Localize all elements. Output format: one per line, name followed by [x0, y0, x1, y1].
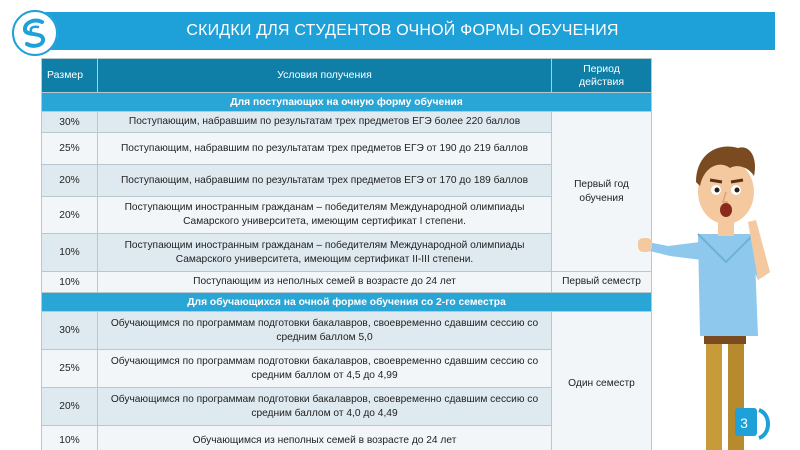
column-header-period: Период действия [552, 59, 652, 93]
samara-university-logo-icon [12, 10, 58, 56]
discount-condition: Поступающим, набравшим по результатам трех предметов ЕГЭ от 190 до 219 баллов [98, 133, 552, 165]
header-bar [0, 10, 800, 56]
discount-size: 20% [42, 388, 98, 426]
discount-size: 10% [42, 234, 98, 272]
column-header-conditions: Условия получения [98, 59, 552, 93]
section-title: Для обучающихся на очной форме обучения со 2-го семестра [42, 293, 652, 312]
discount-size: 30% [42, 112, 98, 133]
discount-condition: Обучающимся по программам подготовки бакалавров, своевременно сдавшим сессию со средним баллом от 4,5 до 4,99 [98, 350, 552, 388]
page-number: 3 [740, 415, 748, 431]
discount-condition: Поступающим иностранным гражданам – победителям Международной олимпиады Самарского университета, имеющим сертификат II-III степени. [98, 234, 552, 272]
discount-size: 20% [42, 165, 98, 197]
discount-period: Один семестр [552, 312, 652, 450]
discount-size: 10% [42, 426, 98, 450]
discount-condition: Поступающим, набравшим по результатам трех предметов ЕГЭ от 170 до 189 баллов [98, 165, 552, 197]
section-title: Для поступающих на очную форму обучения [42, 93, 652, 112]
discount-size: 10% [42, 272, 98, 293]
column-header-size: Размер [42, 59, 98, 93]
discount-size: 20% [42, 197, 98, 234]
page-title: СКИДКИ ДЛЯ СТУДЕНТОВ ОЧНОЙ ФОРМЫ ОБУЧЕНИЯ [186, 22, 619, 39]
discount-size: 25% [42, 350, 98, 388]
discount-condition: Обучающимся по программам подготовки бакалавров, своевременно сдавшим сессию со средним баллом 5,0 [98, 312, 552, 350]
discount-size: 25% [42, 133, 98, 165]
discount-condition: Поступающим, набравшим по результатам трех предметов ЕГЭ более 220 баллов [98, 112, 552, 133]
discount-period: Первый год обучения [552, 112, 652, 272]
discount-condition: Поступающим иностранным гражданам – победителям Международной олимпиады Самарского университета, имеющим сертификат I степени. [98, 197, 552, 234]
discount-period: Первый семестр [552, 272, 652, 293]
discount-condition: Обучающимся из неполных семей в возрасте до 24 лет [98, 426, 552, 450]
discounts-table [41, 58, 652, 450]
discount-condition: Обучающимся по программам подготовки бакалавров, своевременно сдавшим сессию со средним баллом от 4,0 до 4,49 [98, 388, 552, 426]
discount-condition: Поступающим из неполных семей в возрасте до 24 лет [98, 272, 552, 293]
discount-size: 30% [42, 312, 98, 350]
